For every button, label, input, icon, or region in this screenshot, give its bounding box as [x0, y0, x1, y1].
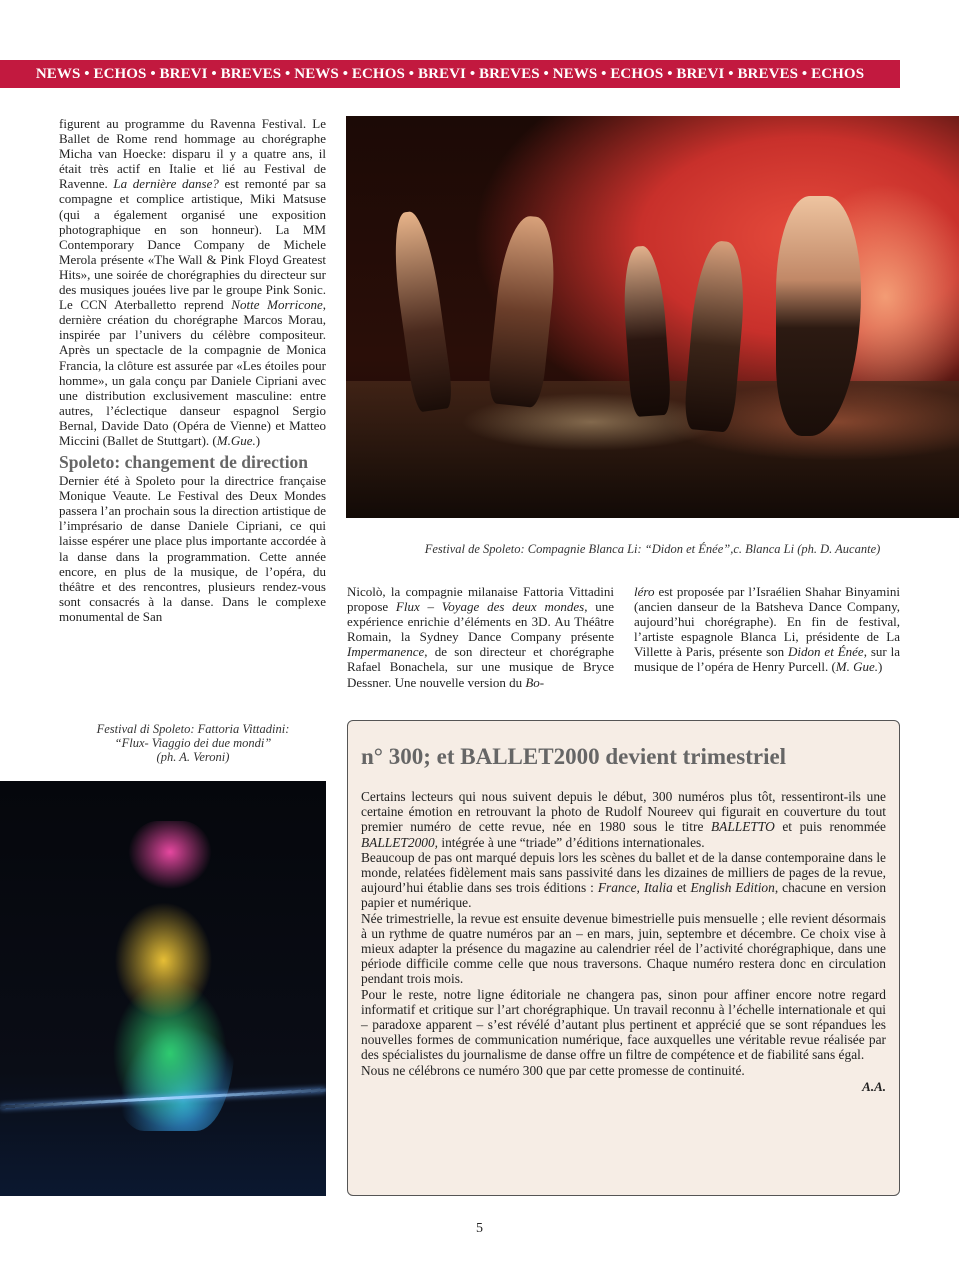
- text-run: et: [672, 880, 691, 896]
- section-banner: NEWS • ECHOS • BREVI • BREVES • NEWS • ECHOS • BREVI • BREVES • NEWS • ECHOS • BREVI • BREVES • ECHOS: [0, 60, 900, 88]
- text-run: , de son directeur et chorégraphe Rafael Bonachela, sur une musique de Bryce Dessner. Une nouvelle version du: [347, 644, 614, 690]
- right-column-text: [634, 584, 900, 675]
- italic-title: BALLETTO: [710, 819, 775, 835]
- text-run: ): [255, 432, 261, 448]
- middle-column-text: [347, 584, 614, 690]
- photo-caption-bottom: [60, 722, 326, 764]
- italic-title: léro: [634, 584, 655, 599]
- spoleto-continued-paragraph: [347, 584, 614, 690]
- dance-photo-flux: [0, 781, 326, 1196]
- editorial-box: [347, 720, 900, 1196]
- spoleto-heading: Spoleto: changement de direction: [59, 452, 309, 473]
- editorial-body: [361, 789, 886, 1094]
- text-run: , chacune en version papier et numérique.: [361, 880, 887, 911]
- italic-title: La dernière danse?: [113, 176, 219, 192]
- text-run: , une expérience enrichie d’éléments en 3D. Au Théâtre Romain, la Sydney Dance Company présente: [347, 599, 614, 645]
- neon-painted-dancer: [105, 821, 235, 1131]
- text-run: figurent au programme du Ravenna Festival. Le Ballet de Rome rend hommage au chorégraphe Micha van Hoecke: disparu il y a quatre ans, il était très actif en Italie et lié au Festival de Ravenne.: [59, 116, 326, 192]
- italic-title: Bo-: [525, 674, 545, 690]
- italic-title: English Edition: [690, 880, 775, 896]
- spoleto-end-paragraph: [634, 584, 900, 675]
- text-run: est proposée par l’Israélien Shahar Binyamini (ancien danseur de la Batsheva Dance Company, aujourd’hui chorégraphe). En fin de festival, l’artiste espagnole Blanca Li, présidente de La Villette à Paris, présente son: [634, 584, 900, 660]
- ravenna-paragraph: [59, 116, 326, 448]
- caption-line: “Flux- Viaggio dei due mondi”: [114, 736, 272, 750]
- editorial-paragraph: Nous ne célébrons ce numéro 300 que par cette promesse de continuité.: [361, 1062, 745, 1078]
- dancer-figure: [486, 214, 561, 409]
- italic-title: Impermanence: [347, 644, 425, 660]
- dance-photo-didon-et-enee: [346, 116, 959, 518]
- text-run: , dernière création du chorégraphe Marcos Morau, inspirée par l’univers du célèbre compositeur. Après un spectacle de la compagnie de Monica Francia, la clôture est assurée par «Les étoiles pour homme», un gala conçu par Daniele Cipriani avec une distribution exclusivement masculine: entre autres, l’éclectique danseur espagnol Sergio Bernal, Davide Dato (Opéra de Vienne) et Matteo Miccini (Ballet de Stuttgart). (: [59, 297, 327, 448]
- text-run: Nicolò, la compagnie milanaise Fattoria Vittadini propose: [347, 584, 614, 615]
- editorial-paragraph: Née trimestrielle, la revue est ensuite devenue bimestrielle puis mensuelle ; elle revient désormais à un rythme de quatre numéros par an – en mars, juin, septembre et décembre. Ce choix vise à mieux adapter la présence du magazine au calendrier réel de l’activité chorégraphique, dans une période difficile comme celle que nous traversons. Chaque numéro restera donc en circulation pendant trois mois.: [361, 910, 886, 987]
- text-run: , sur la musique de l’opéra de Henry Purcell. (: [634, 644, 900, 675]
- text-run: Certains lecteurs qui nous suivent depuis le début, 300 numéros plus tôt, ressentiront-ils une certaine émotion en retrouvant la photo de Rudolf Noureev qui figurait en couverture du tout premier numéro de cette revue, née en 1980 sous le titre: [361, 789, 886, 835]
- caption-line: (ph. A. Veroni): [156, 750, 230, 764]
- italic-title: Notte Morricone: [231, 297, 323, 313]
- photo-caption-top: Festival de Spoleto: Compagnie Blanca Li: “Didon et Énée”,c. Blanca Li (ph. D. Aucante): [424, 542, 881, 556]
- italic-title: France, Italia: [597, 880, 673, 896]
- page-number: 5: [476, 1221, 483, 1236]
- italic-title: Flux – Voyage des deux mondes: [395, 599, 585, 615]
- text-run: et puis renommée: [774, 819, 886, 835]
- editorial-paragraph: Pour le reste, notre ligne éditoriale ne changera pas, sinon pour affiner encore notre regard informatif et critique sur l’art chorégraphique. Un travail reconnu à l’échelle internationale et qui – paradoxe apparent – s’est révélé d’autant plus pertinent et apprécié que se sont répandues les nouvelles formes de communication numérique, face auxquelles une véritable revue réalisée par des spécialistes du journalisme de danse offre un filtre de compétence et de fiabilité sans égal.: [361, 986, 886, 1063]
- text-run: intégrée à une “triade” d’éditions internationales.: [438, 834, 705, 850]
- editorial-signature: A.A.: [862, 1078, 886, 1094]
- italic-title: BALLET2000,: [361, 834, 439, 850]
- italic-title: Didon et Énée: [788, 644, 864, 660]
- text-run: est remonté par sa compagne et complice artistique, Miki Matsuse (qui a également organisé une exposition photographique en son honneur). La MM Contemporary Dance Company de Michele Merola présente «The Wall & Pink Floyd Greatest Hits», une soirée de chorégraphies du directeur sur des musiques jouées live par le groupe Pink Sonic. Le CCN Aterballetto reprend: [59, 176, 326, 313]
- author-initials: M.Gue.: [216, 432, 256, 448]
- editorial-paragraph: [361, 789, 886, 850]
- editorial-paragraph: [361, 850, 886, 911]
- author-initials: M. Gue.: [835, 659, 879, 675]
- caption-line: Festival di Spoleto: Fattoria Vittadini:: [96, 722, 290, 736]
- left-column-text: [59, 116, 326, 624]
- spoleto-paragraph: Dernier été à Spoleto pour la directrice française Monique Veaute. Le Festival des Deux Mondes passera l’an prochain sous la direction artistique de l’imprésario de danse Daniele Cipriani, ce qui laisse espérer une place plus importante accordée à la danse dans la programmation. Cette année encore, en plus de la musique, de l’opéra, du théâtre et des rencontres, plusieurs rendez-vous sont consacrés à la danse. Dans le complexe monumental de San: [59, 473, 326, 624]
- editorial-title: n° 300; et BALLET2000 devient trimestriel: [361, 744, 787, 769]
- text-run: ): [878, 659, 883, 675]
- text-run: Beaucoup de pas ont marqué depuis lors les scènes du ballet et de la danse contemporaine dans le monde, relatées fidèlement mais sans passivité dans les dizaines de milliers de pages de la revue, aujourd’hui établie dans ses trois éditions :: [361, 849, 886, 896]
